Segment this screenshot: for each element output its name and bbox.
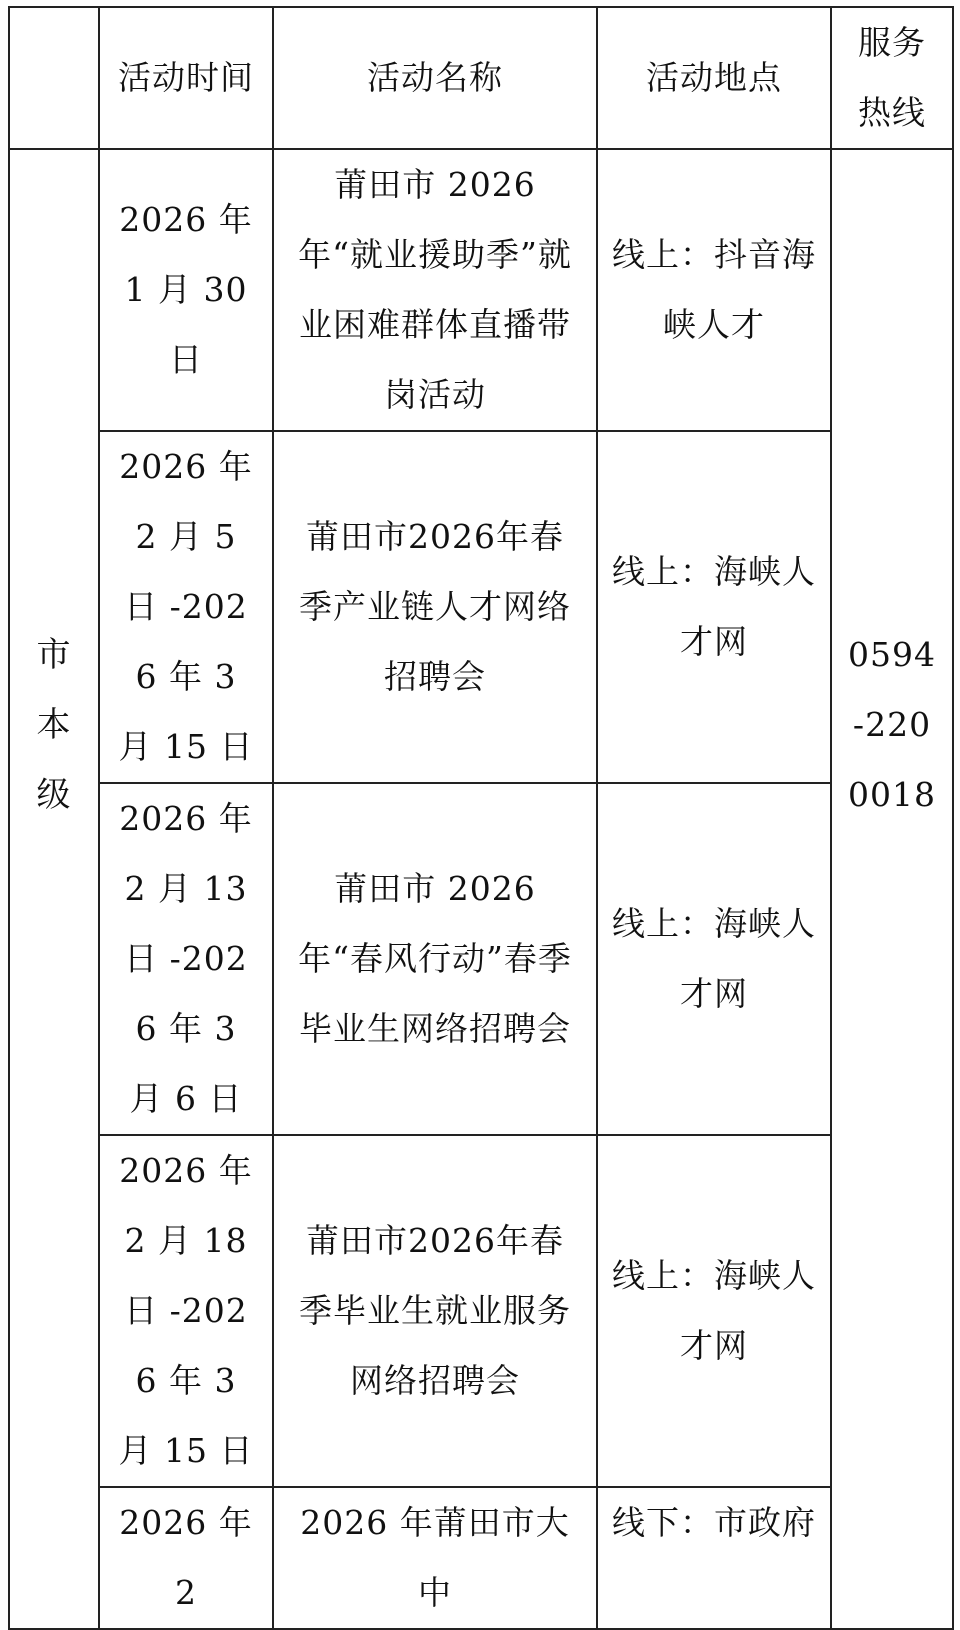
table-row bbox=[9, 1487, 953, 1629]
time-cell bbox=[99, 431, 273, 783]
name-text: 莆田市2026年春季产业链人才网络招聘会 bbox=[299, 517, 571, 696]
level-cell bbox=[9, 149, 99, 1629]
time-cell bbox=[99, 1135, 273, 1487]
location-cell bbox=[597, 431, 831, 783]
name-text: 莆田市 2026 年“就业援助季”就业困难群体直播带岗活动 bbox=[298, 165, 572, 414]
header-location-label: 活动地点 bbox=[646, 58, 782, 97]
hotline-text: 0594-2200018 bbox=[848, 635, 936, 814]
time-cell bbox=[99, 783, 273, 1135]
time-text: 2026 年 2 月 18 日 -2026 年 3 月 15 日 bbox=[118, 1151, 254, 1470]
time-cell bbox=[99, 1487, 273, 1629]
table-row bbox=[9, 1135, 953, 1487]
header-location bbox=[597, 7, 831, 149]
table-row bbox=[9, 783, 953, 1135]
location-text: 线上：海峡人才网 bbox=[612, 904, 816, 1013]
location-cell bbox=[597, 149, 831, 431]
header-hotline bbox=[831, 7, 953, 149]
header-hotline-label: 服务热线 bbox=[858, 23, 926, 132]
location-text: 线上：海峡人才网 bbox=[612, 552, 816, 661]
name-text: 2026 年莆田市大中 bbox=[300, 1503, 570, 1612]
events-table bbox=[8, 6, 954, 1630]
name-cell bbox=[273, 783, 597, 1135]
name-cell bbox=[273, 431, 597, 783]
name-cell bbox=[273, 1135, 597, 1487]
table-row bbox=[9, 431, 953, 783]
header-name-label: 活动名称 bbox=[367, 58, 503, 97]
name-cell bbox=[273, 1487, 597, 1629]
table-row bbox=[9, 149, 953, 431]
location-cell bbox=[597, 1135, 831, 1487]
location-cell bbox=[597, 783, 831, 1135]
time-text: 2026 年 2 月 13 日 -2026 年 3 月 6 日 bbox=[119, 799, 253, 1118]
header-row bbox=[9, 7, 953, 149]
hotline-cell bbox=[831, 149, 953, 1629]
location-cell bbox=[597, 1487, 831, 1629]
name-text: 莆田市 2026 年“春风行动”春季毕业生网络招聘会 bbox=[298, 869, 572, 1048]
location-text: 线下：市政府 bbox=[612, 1503, 816, 1542]
time-text: 2026 年 2 bbox=[119, 1503, 253, 1612]
time-text: 2026 年 2 月 5 日 -2026 年 3 月 15 日 bbox=[118, 447, 254, 766]
header-time-label: 活动时间 bbox=[118, 58, 254, 97]
location-text: 线上：抖音海峡人才 bbox=[612, 235, 816, 344]
level-label: 市本级 bbox=[36, 635, 72, 815]
name-cell bbox=[273, 149, 597, 431]
header-name bbox=[273, 7, 597, 149]
time-cell bbox=[99, 149, 273, 431]
name-text: 莆田市2026年春季毕业生就业服务网络招聘会 bbox=[299, 1221, 571, 1400]
time-text: 2026 年 1 月 30 日 bbox=[119, 200, 253, 379]
location-text: 线上：海峡人才网 bbox=[612, 1256, 816, 1365]
header-time bbox=[99, 7, 273, 149]
header-level bbox=[9, 7, 99, 149]
